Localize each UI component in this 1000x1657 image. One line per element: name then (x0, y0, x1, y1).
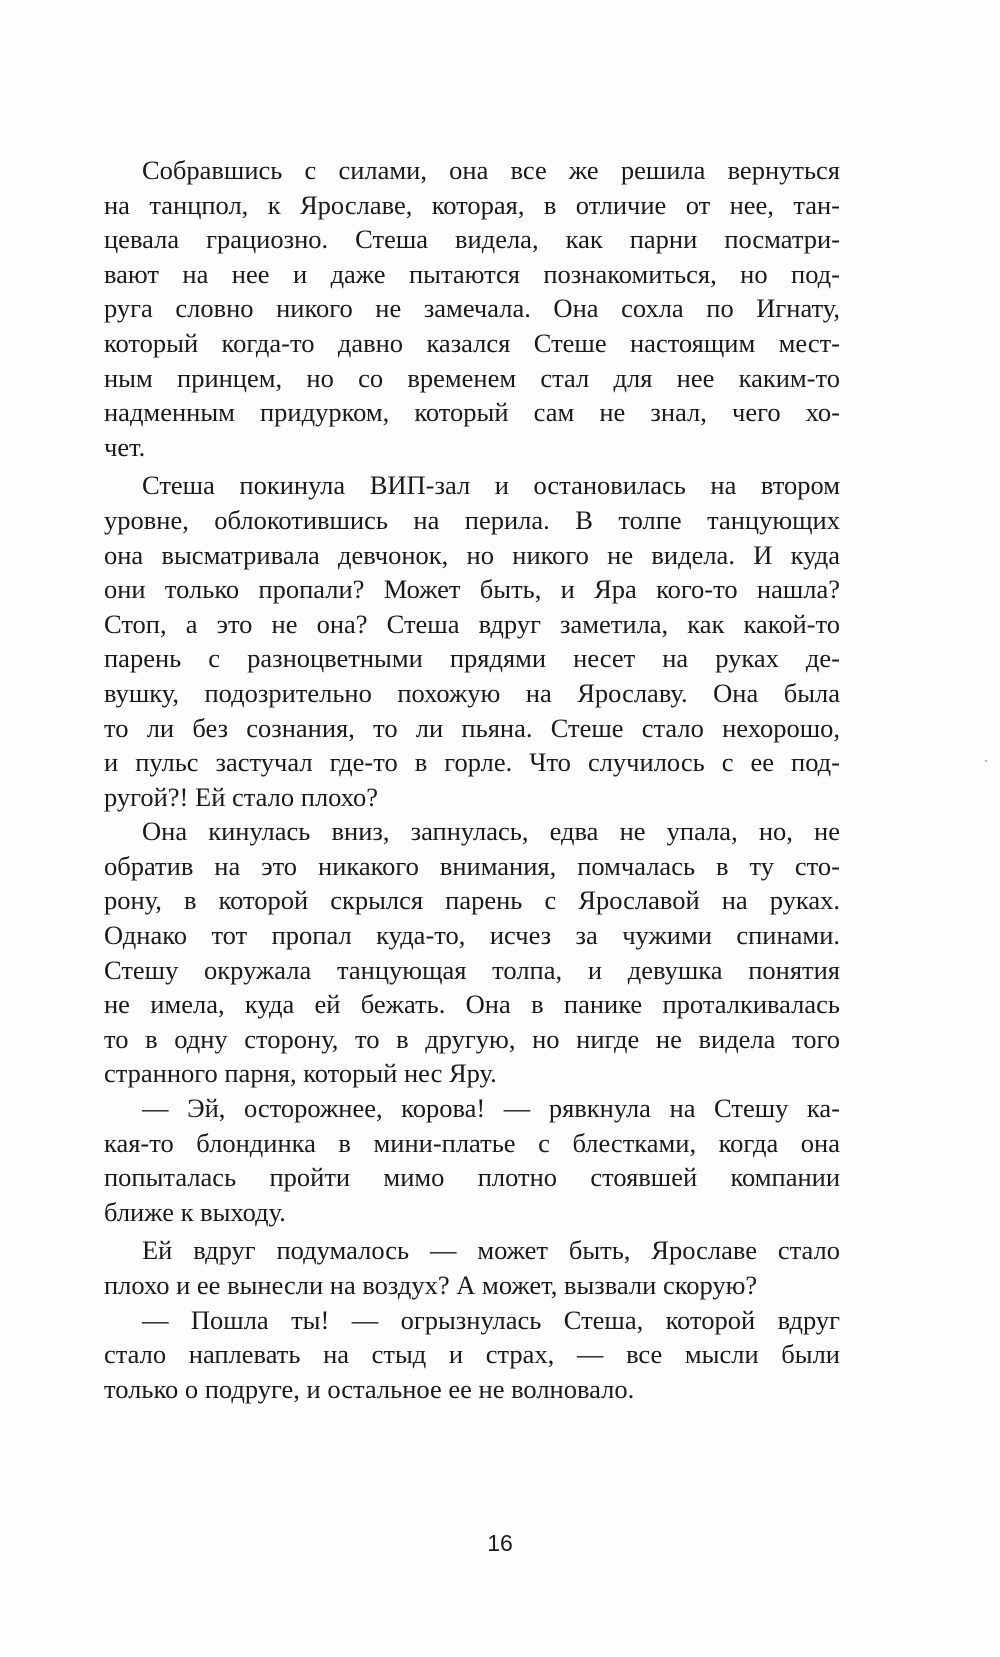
body-text (104, 153, 840, 1406)
text-line: то в одну сторону, то в другую, но нигде не видела того (104, 1023, 840, 1054)
text-line: ругой?! Ей стало плохо? (104, 781, 379, 812)
page-number: 16 (487, 1530, 513, 1556)
text-line: попыталась пройти мимо плотно стоявшей компании (104, 1162, 840, 1193)
text-line: и пульс застучал где-то в горле. Что случилось с ее под- (104, 747, 840, 778)
text-line: Собравшись с силами, она все же решила вернуться (142, 155, 840, 185)
text-line: плохо и ее вынесли на воздух? А может, вызвали скорую? (104, 1270, 758, 1300)
text-line: уровне, облокотившись на перила. В толпе танцующих (104, 504, 840, 535)
text-line: не имела, куда ей бежать. Она в панике проталкивалась (104, 989, 840, 1020)
text-line: Ей вдруг подумалось — может быть, Ярославе стало (142, 1235, 840, 1266)
text-line: ным принцем, но со временем стал для нее каким-то (104, 362, 840, 393)
text-line: парень с разноцветными прядями несет на руках де- (104, 643, 840, 674)
scan-speck (985, 760, 987, 762)
text-line: — Эй, осторожнее, корова! — рявкнула на Стешу ка- (142, 1093, 840, 1124)
text-line: они только пропали? Может быть, и Яра кого-то нашла? (104, 574, 840, 605)
text-line: она высматривала девчонок, но никого не видела. И куда (104, 539, 840, 570)
text-line: Стешу окружала танцующая толпа, и девушка понятия (104, 954, 840, 985)
text-line: обратив на это никакого внимания, помчалась в ту сто- (104, 850, 840, 881)
text-line: то ли без сознания, то ли пьяна. Стеше стало нехорошо, (104, 712, 840, 743)
text-line: вают на нее и даже пытаются познакомиться, но под- (104, 258, 840, 289)
text-line: который когда-то давно казался Стеше настоящим мест- (104, 327, 840, 358)
text-line: руга словно никого не замечала. Она сохла по Игнату, (104, 293, 840, 324)
text-line: ближе к выходу. (104, 1196, 286, 1227)
text-line: чет. (104, 431, 146, 462)
text-line: кая-то блондинка в мини-платье с блестками, когда она (104, 1127, 840, 1158)
text-line: рону, в которой скрылся парень с Ярославой на руках. (104, 885, 840, 916)
text-line: на танцпол, к Ярославе, которая, в отличие от нее, тан- (104, 189, 840, 220)
text-line: вушку, подозрительно похожую на Ярославу. Она была (104, 677, 840, 708)
text-line: надменным придурком, который сам не знал, чего хо- (104, 397, 840, 428)
text-line: Стеша покинула ВИП-зал и остановилась на втором (142, 470, 840, 501)
text-line: Она кинулась вниз, запнулась, едва не упала, но, не (142, 816, 840, 847)
text-line: Однако тот пропал куда-то, исчез за чужими спинами. (104, 920, 840, 951)
text-line: странного парня, который нес Яру. (104, 1058, 497, 1089)
text-line: стало наплевать на стыд и страх, — все мысли были (104, 1339, 840, 1370)
text-line: Стоп, а это не она? Стеша вдруг заметила, как какой-то (104, 608, 840, 639)
text-line: цевала грациозно. Стеша видела, как парни посматри- (104, 224, 840, 255)
text-line: только о подруге, и остальное ее не волновало. (104, 1373, 635, 1404)
text-line: — Пошла ты! — огрызнулась Стеша, которой вдруг (142, 1304, 840, 1335)
